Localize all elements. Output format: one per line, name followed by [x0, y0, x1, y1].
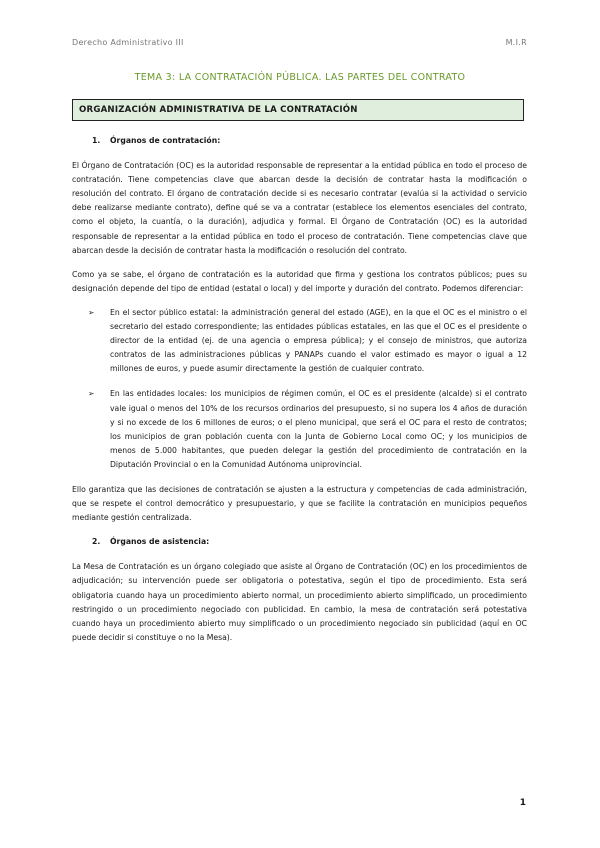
page-title: TEMA 3: LA CONTRATACIÓN PÚBLICA. LAS PARTES DEL CONTRATO	[134, 72, 466, 83]
heading-organos-asistencia	[92, 535, 527, 549]
bullet-item	[72, 306, 527, 376]
bullet-item	[72, 387, 527, 472]
paragraph: Ello garantiza que las decisiones de contratación se ajusten a la estructura y competencias de cada administración, que se respete el control democrático y presupuestario, y que se facilite la contratación en municipios pequeños mediante gestión centralizada.	[72, 484, 527, 523]
paragraph: El Órgano de Contratación (OC) es la autoridad responsable de representar a la entidad pública en todo el proceso de contratación. Tiene competencias clave que abarcan desde la decisión de contratar hasta la modificación o resolución del contrato. El órgano de contratación decide si es necesario contratar (evalúa si la actividad o servicio debe realizarse mediante contrato), define qué se va a contratar (establece los elementos esenciales del contrato, como el objeto, la cuantía, o la duración), adjudica y formal. El Órgano de Contratación (OC) es la autoridad responsable de representar a la entidad pública en todo el proceso de contratación. Tiene competencias clave que abarcan desde la decisión de contratar hasta la modificación o resolución del contrato.	[72, 161, 527, 255]
page-number: 1	[519, 798, 526, 808]
arrow-bullet-icon: ➢	[88, 389, 95, 399]
header-left: Derecho Administrativo III	[72, 38, 184, 47]
section-title-box: ORGANIZACIÓN ADMINISTRATIVA DE LA CONTRATACIÓN	[72, 99, 524, 121]
paragraph: Como ya se sabe, el órgano de contratación es la autoridad que firma y gestiona los contratos públicos; pues su designación depende del tipo de entidad (estatal o local) y del importe y duración del contrato. Podemos diferenciar:	[72, 269, 527, 293]
heading-number: 1.	[92, 136, 101, 145]
header-right: M.I.R	[505, 38, 527, 47]
bullet-text: En el sector público estatal: la administración general del estado (AGE), en la que el OC es el ministro o el secretario del estado correspondiente; las entidades públicas estatales, en las que el OC es el presidente o director de la entidad (ej. de una agencia o empresa pública); y el consejo de ministros, que autoriza contratos de las administraciones públicas y PANAPs cuando el valor estimado es mayor o igual a 12 millones de euros, y puede asumir directamente la gestión de cualquier contrato.	[110, 307, 527, 374]
bullet-text: En las entidades locales: los municipios de régimen común, el OC es el presidente (alcalde) si el contrato vale igual o menos del 10% de los recursos ordinarios del presupuesto, si no supera los 4 años de duración y si no excede de los 6 millones de euros; o el pleno municipal, que será el OC para el resto de contratos; los municipios de gran población cuenta con la Junta de Gobierno Local como OC; y los municipios de menos de 5.000 habitantes, que pueden delegar la gestión del procedimiento de contratación en la Diputación Provincial o en la Comunidad Autónoma uniprovincial.	[110, 389, 527, 469]
paragraph: La Mesa de Contratación es un órgano colegiado que asiste al Órgano de Contratación (OC) en los procedimientos de adjudicación; su intervención puede ser obligatoria o potestativa, según el tipo de procedimiento. Esta será obligatoria cuando haya un procedimiento abierto normal, un procedimiento abierto simplificado, un procedimiento restringido o un procedimiento negociado con publicidad. En cambio, la mesa de contratación será potestativa cuando haya un procedimiento abierto muy simplificado o un procedimiento negociado sin publicidad (aquí en OC puede decidir si constituye o no la Mesa).	[72, 562, 527, 642]
heading-text: Órganos de contratación:	[110, 136, 221, 145]
heading-organos-contratacion	[92, 134, 527, 148]
heading-text: Órganos de asistencia:	[110, 537, 210, 547]
document-body	[72, 134, 527, 655]
arrow-bullet-icon: ➢	[88, 307, 95, 317]
heading-number: 2.	[92, 537, 101, 547]
